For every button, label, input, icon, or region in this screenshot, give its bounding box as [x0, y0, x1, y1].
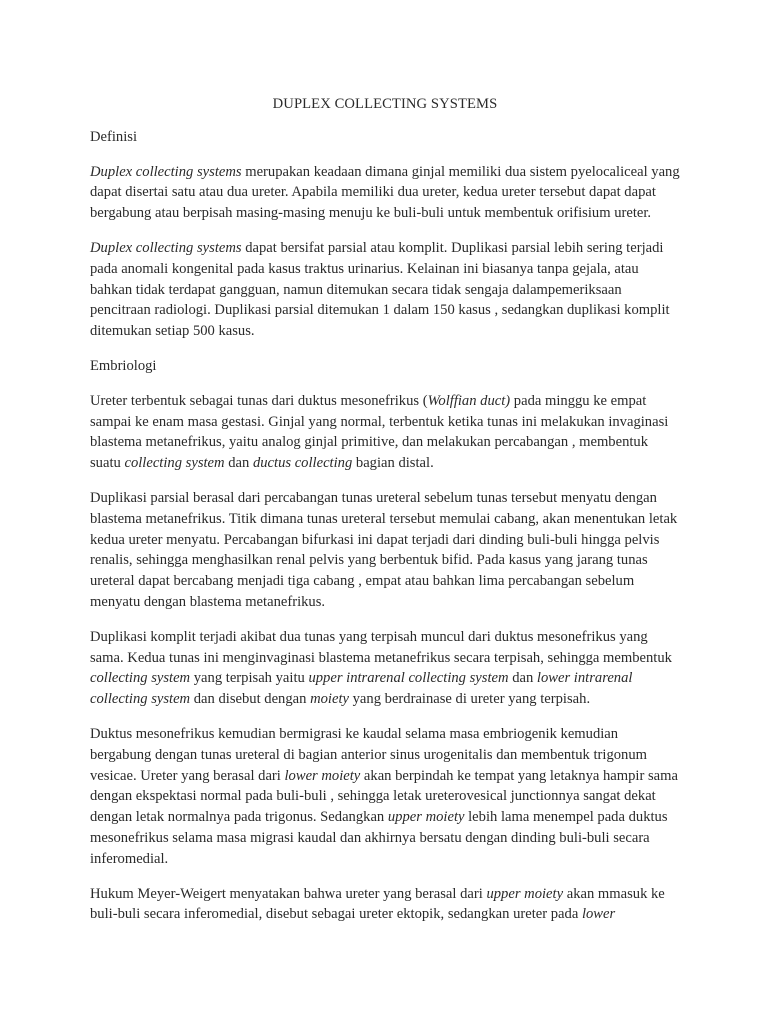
section-heading-definisi: Definisi	[90, 128, 138, 145]
text-run: dan disebut dengan	[190, 691, 311, 708]
text-run: yang terpisah yaitu	[190, 670, 309, 687]
text-run: merupakan keadaan dimana ginjal memiliki dua sistem pyelocaliceal yang dapat disertai satu atau dua ureter. Apabila memiliki dua ureter, kedua ureter tersebut dapat dapat bergabung atau berpisah masing-masing menuju ke buli-buli untuk membentuk orifisium ureter.	[90, 163, 680, 222]
text-run: pada minggu ke empat sampai ke enam masa gestasi. Ginjal yang normal, terbentuk ketika tunas ini melakukan invaginasi blastema metanefrikus, yaitu analog ginjal primitive, dan melakukan percabangan , membentuk suatu	[90, 392, 669, 472]
text-run: dapat bersifat parsial atau komplit. Duplikasi parsial lebih sering terjadi pada anomali kongenital pada kasus traktus urinarius. Kelainan ini biasanya tanpa gejala, atau bahkan tidak terdapat gangguan, namun ditemukan secara tidak sengaja dalampemeriksaan pencitraan radiologi. Duplikasi parsial ditemukan 1 dalam 150 kasus , sedangkan duplikasi komplit ditemukan setiap 500 kasus.	[90, 239, 670, 340]
text-run: akan mmasuk ke buli-buli secara inferomedial, disebut sebagai ureter ektopik, sedangkan ureter pada	[90, 885, 665, 923]
paragraph	[90, 627, 680, 710]
paragraph	[90, 884, 680, 926]
text-run: dan	[508, 670, 537, 687]
italic-term: moiety	[310, 691, 349, 708]
italic-term: upper moiety	[486, 885, 564, 902]
paragraph	[90, 724, 680, 870]
text-run: dan	[224, 455, 253, 472]
text-run: Ureter terbentuk sebagai tunas dari duktus mesonefrikus (	[90, 392, 428, 409]
text-run: akan berpindah ke tempat yang letaknya hampir sama dengan ekspektasi normal pada buli-buli , sehingga letak ureterovesical junctionnya sangat dekat dengan letak normalnya pada trigonus. Sedangkan	[90, 767, 678, 826]
document-title: DUPLEX COLLECTING SYSTEMS	[272, 96, 498, 112]
italic-term: upper intrarenal collecting system	[308, 670, 509, 687]
text-run: Duktus mesonefrikus kemudian bermigrasi ke kaudal selama masa embriogenik kemudian bergabung dengan tunas ureteral di bagian anterior sinus urogenitalis dan membentuk trigonum vesicae. Ureter yang berasal dari	[90, 725, 647, 784]
italic-term: lower	[581, 906, 616, 923]
text-run: Duplikasi komplit terjadi akibat dua tunas yang terpisah muncul dari duktus mesonefrikus yang sama. Kedua tunas ini menginvaginasi blastema metanefrikus secara terpisah, sehingga membentuk	[90, 628, 672, 666]
section-heading-embriologi: Embriologi	[90, 357, 157, 374]
italic-term: collecting system	[124, 455, 225, 472]
text-run: lebih lama menempel pada duktus mesonefrikus selama masa migrasi kaudal dan akhirnya bersatu dengan dinding buli-buli secara inferomedial.	[90, 809, 668, 867]
italic-term: Duplex collecting systems	[90, 239, 242, 256]
text-run: yang berdrainase di ureter yang terpisah.	[348, 691, 591, 708]
section-body-embriologi	[90, 391, 680, 925]
italic-term: Wolffian duct)	[427, 392, 511, 409]
paragraph	[90, 238, 680, 342]
italic-term: lower intrarenal collecting system	[90, 670, 633, 708]
text-run: Duplikasi parsial berasal dari percabangan tunas ureteral sebelum tunas tersebut menyatu dengan blastema metanefrikus. Titik dimana tunas ureteral tersebut memulai cabang, akan menentukan letak kedua ureter menyatu. Percabangan bifurkasi ini dapat terjadi dari dinding buli-buli hingga pelvis renalis, sehingga menghasilkan renal pelvis yang berbentuk bifid. Pada kasus yang jarang tunas ureteral dapat bercabang menjadi tiga cabang , empat atau bahkan lima percabangan sebelum menyatu dengan blastema metanefrikus.	[90, 489, 678, 610]
paragraph	[90, 162, 680, 224]
italic-term: Duplex collecting systems	[90, 163, 242, 180]
document-page	[90, 94, 680, 939]
section-body-definisi	[90, 162, 680, 342]
paragraph	[90, 488, 680, 613]
italic-term: upper moiety	[387, 809, 465, 826]
italic-term: lower moiety	[284, 767, 361, 784]
italic-term: ductus collecting	[252, 455, 353, 472]
paragraph	[90, 391, 680, 474]
text-run: Hukum Meyer-Weigert menyatakan bahwa ureter yang berasal dari	[90, 885, 487, 902]
italic-term: collecting system	[90, 670, 191, 687]
text-run: bagian distal.	[352, 455, 434, 472]
